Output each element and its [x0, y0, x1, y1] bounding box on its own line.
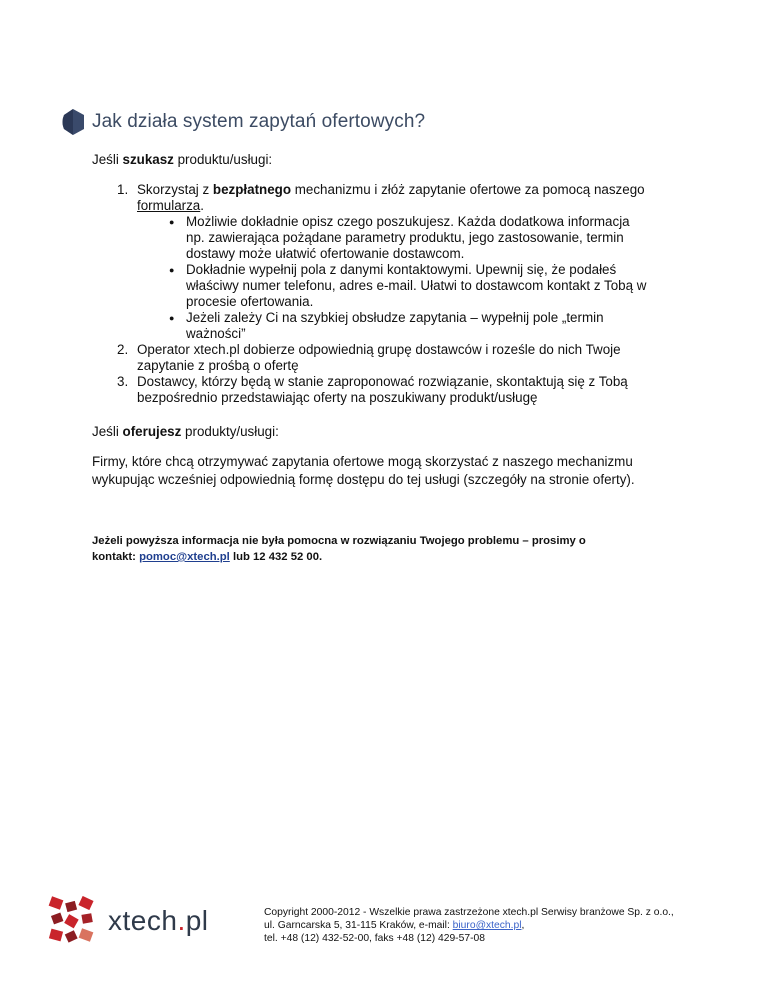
- step-1-line-1: [137, 182, 645, 198]
- offer-text-line-1: Firmy, które chcą otrzymywać zapytania ofertowe mogą skorzystać z naszego mechanizmu: [92, 454, 633, 469]
- search-intro: [92, 152, 272, 168]
- step-3-line-2: bezpośrednio przedstawiając oferty na poszukiwany produkt/usługę: [137, 390, 538, 405]
- bullet-2-line-2: właściwy numer telefonu, adres e-mail. Ułatwi to dostawcom kontakt z Tobą w: [186, 278, 647, 293]
- footer-address: [264, 919, 524, 932]
- step-text: Skorzystaj z: [137, 182, 213, 197]
- step-number: 3.: [117, 374, 129, 389]
- bullet-2-line-1: Dokładnie wypełnij pola z danymi kontaktowymi. Upewnij się, że podałeś: [186, 262, 617, 277]
- notice-line-2: [92, 549, 322, 565]
- page-heading: [62, 109, 425, 135]
- offer-intro-bold: oferujesz: [122, 424, 182, 439]
- step-3-line-1: Dostawcy, którzy będą w stanie zaproponować rozwiązanie, skontaktują się z Tobą: [137, 374, 628, 389]
- support-email-link[interactable]: pomoc@xtech.pl: [139, 551, 230, 563]
- search-intro-pre: Jeśli: [92, 152, 123, 167]
- footer-text: ,: [521, 920, 525, 931]
- bullet-1-line-2: np. zawierająca pożądane parametry produktu, jego zastosowanie, termin: [186, 230, 624, 245]
- step-number: 2.: [117, 342, 129, 357]
- step-text-bold: bezpłatnego: [212, 182, 292, 197]
- bullet-1-line-1: Możliwie dokładnie opisz czego poszukujesz. Każda dodatkowa informacja: [186, 214, 630, 229]
- search-intro-bold: szukasz: [122, 152, 174, 167]
- footer-copyright: Copyright 2000-2012 - Wszelkie prawa zastrzeżone xtech.pl Serwisy branżowe Sp. z o.o.,: [264, 907, 674, 918]
- bullet-icon: ●: [169, 313, 175, 323]
- page-title: Jak działa system zapytań ofertowych?: [92, 111, 426, 132]
- offer-text-line-2: wykupując wcześniej odpowiednią formę dostępu do tej usługi (szczegóły na stronie oferty).: [92, 472, 635, 487]
- footer-email-link[interactable]: biuro@xtech.pl: [452, 920, 522, 931]
- step-1-line-2: [137, 198, 204, 214]
- xtech-logo: [46, 896, 209, 946]
- bullet-icon: ●: [169, 265, 175, 275]
- step-2-line-2: zapytanie z prośbą o ofertę: [137, 358, 299, 373]
- xtech-logo-icon: [46, 896, 98, 946]
- notice-text: kontakt:: [92, 551, 140, 563]
- step-text: .: [200, 198, 204, 213]
- bullet-1-line-3: dostawy może ułatwić ofertowanie dostawcom.: [186, 246, 465, 261]
- step-2-line-1: Operator xtech.pl dobierze odpowiednią grupę dostawców i roześle do nich Twoje: [137, 342, 621, 357]
- search-intro-post: produktu/usługi:: [173, 152, 273, 167]
- bullet-2-line-3: procesie ofertowania.: [186, 294, 314, 309]
- notice-line-1: Jeżeli powyższa informacja nie była pomocna w rozwiązaniu Twojego problemu – prosimy o: [92, 535, 586, 547]
- diamond-icon: [62, 109, 84, 135]
- step-text: mechanizmu i złóż zapytanie ofertowe za pomocą naszego: [291, 182, 645, 197]
- step-number: 1.: [117, 182, 129, 197]
- footer-phone: tel. +48 (12) 432-52-00, faks +48 (12) 429-57-08: [264, 933, 485, 944]
- footer-text: ul. Garncarska 5, 31-115 Kraków, e-mail:: [264, 920, 453, 931]
- logo-name: xtech: [108, 905, 178, 936]
- logo-tld: pl: [185, 905, 209, 936]
- bullet-3-line-2: ważności”: [186, 326, 246, 341]
- offer-intro: [92, 424, 279, 440]
- form-link[interactable]: formularza: [137, 198, 201, 213]
- logo-dot: .: [177, 905, 186, 936]
- bullet-icon: ●: [169, 217, 175, 227]
- bullet-3-line-1: Jeżeli zależy Ci na szybkiej obsłudze zapytania – wypełnij pole „termin: [186, 310, 604, 325]
- offer-intro-post: produkty/usługi:: [181, 424, 279, 439]
- notice-text: lub 12 432 52 00.: [229, 551, 323, 563]
- logo-wordmark: [108, 905, 209, 937]
- offer-intro-pre: Jeśli: [92, 424, 123, 439]
